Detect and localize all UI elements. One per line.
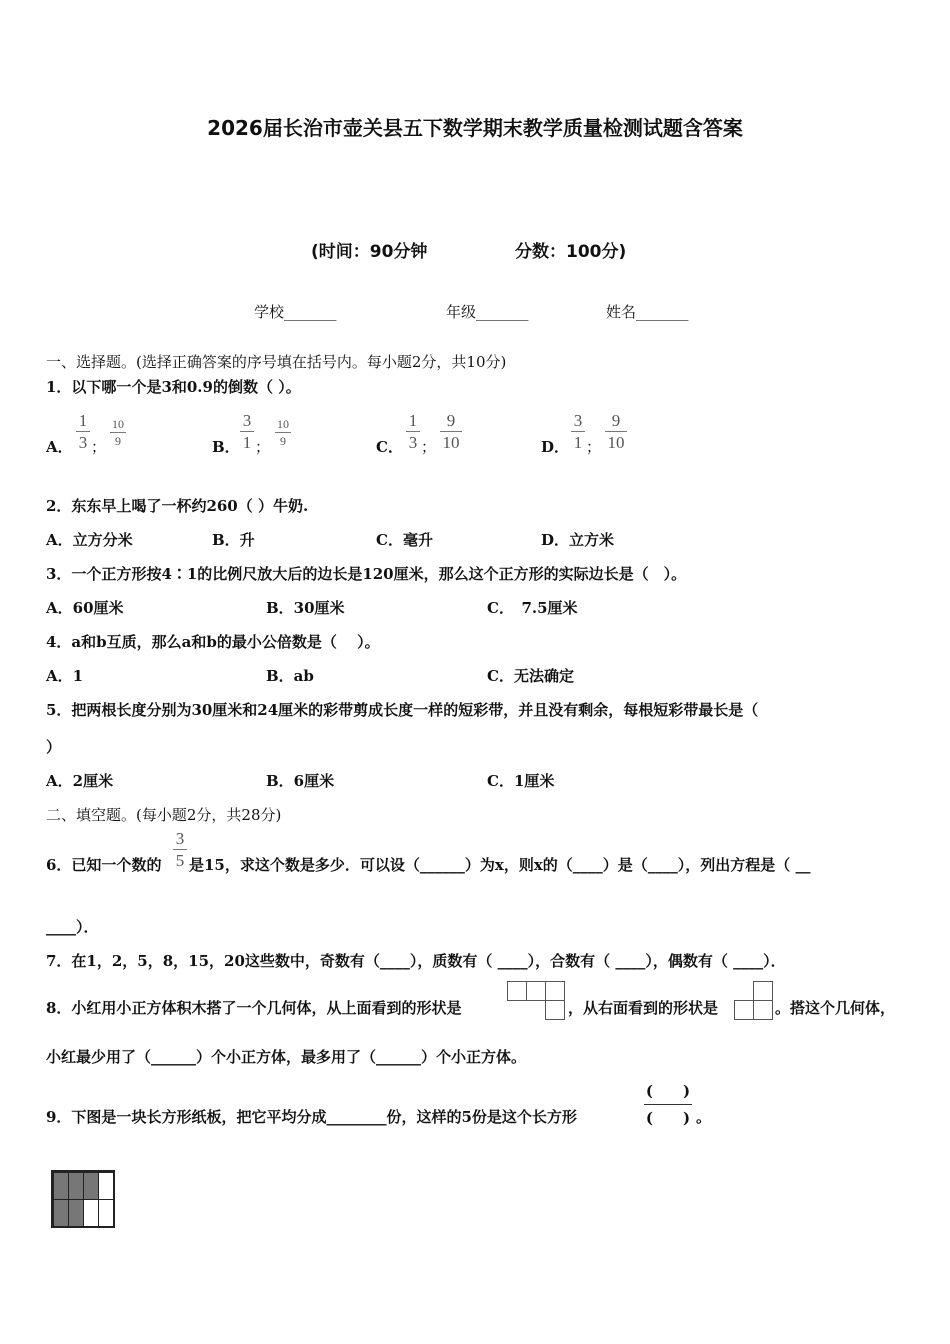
q4-option-b[interactable]: B．ab — [266, 667, 314, 685]
school-field[interactable]: 学校_______ — [254, 303, 337, 321]
q9-fraction-denominator: ( ) — [645, 1109, 691, 1127]
q1-option-a-fraction1: 1 3 — [76, 412, 90, 451]
q1-option-d-sep: ； — [586, 438, 602, 456]
q1-option-b-fraction1: 3 1 — [240, 412, 254, 451]
right-view-shape — [734, 981, 773, 1020]
q1-option-d-fraction2: 9 10 — [605, 412, 627, 451]
q3-option-b[interactable]: B．30厘米 — [266, 599, 345, 617]
q2-option-d[interactable]: D．立方米 — [541, 531, 615, 549]
q1-option-a-label[interactable]: A． — [46, 438, 73, 456]
name-field[interactable]: 姓名_______ — [606, 303, 689, 321]
q8-part3: 。搭这个几何体， — [775, 999, 896, 1017]
rectangle-figure — [51, 1170, 115, 1228]
q1-option-a-sep: ； — [91, 438, 107, 456]
q6-suffix: 是15，求这个数是多少．可以设（______）为x，则x的（____）是（____），列出方程是（ __ — [189, 856, 811, 874]
q4-option-c[interactable]: C．无法确定 — [487, 667, 574, 685]
q2-option-a[interactable]: A．立方分米 — [46, 531, 133, 549]
q2-option-c[interactable]: C．毫升 — [376, 531, 433, 549]
q3-option-c[interactable]: C． 7.5厘米 — [487, 599, 578, 617]
q4-text: 4．a和b互质，那么a和b的最小公倍数是（ ）。 — [46, 633, 380, 651]
q9-fraction-numerator: ( ) — [645, 1082, 691, 1100]
q1-option-d-fraction1: 3 1 — [571, 412, 585, 451]
q1-option-c-fraction1: 1 3 — [406, 412, 420, 451]
q8-line2: 小红最少用了（______）个小正方体，最多用了（______）个小正方体。 — [46, 1048, 527, 1066]
q2-option-b[interactable]: B．升 — [212, 531, 255, 549]
q1-option-c-sep: ； — [421, 438, 437, 456]
q1-option-c-fraction2: 9 10 — [440, 412, 462, 451]
exam-score: 分数：100分) — [515, 242, 627, 262]
q5-option-a[interactable]: A．2厘米 — [46, 772, 114, 790]
q2-text: 2．东东早上喝了一杯约260（ ）牛奶. — [46, 497, 309, 515]
top-view-shape — [507, 981, 565, 1020]
page-title: 2026届长治市壶关县五下数学期末教学质量检测试题含答案 — [207, 116, 743, 140]
q1-option-a-fraction2: 10 9 — [112, 417, 124, 448]
q1-option-c-label[interactable]: C． — [376, 438, 403, 456]
q5-text-end: ） — [46, 738, 62, 756]
q3-option-a[interactable]: A．60厘米 — [46, 599, 124, 617]
exam-time: (时间：90分钟 — [311, 242, 428, 262]
section1-header: 一、选择题。(选择正确答案的序号填在括号内。每小题2分，共10分) — [46, 353, 507, 371]
q9-text: 9．下图是一块长方形纸板，把它平均分成________份，这样的5份是这个长方形 — [46, 1108, 577, 1126]
q6-line2: ____）． — [46, 918, 99, 936]
q1-option-b-sep: ； — [255, 438, 271, 456]
q4-option-a[interactable]: A．1 — [46, 667, 84, 685]
q8-part1: 8．小红用小正方体积木搭了一个几何体，从上面看到的形状是 — [46, 999, 462, 1017]
grade-field[interactable]: 年级_______ — [446, 303, 529, 321]
q5-option-c[interactable]: C．1厘米 — [487, 772, 555, 790]
q9-end: 。 — [696, 1108, 712, 1126]
q5-option-b[interactable]: B．6厘米 — [266, 772, 335, 790]
q1-option-b-fraction2: 10 9 — [277, 417, 289, 448]
q8-part2: ，从右面看到的形状是 — [568, 999, 719, 1017]
q1-text: 1．以下哪一个是3和0.9的倒数（ ）。 — [46, 378, 301, 396]
q6-fraction: 3 5 — [173, 830, 187, 869]
q6-prefix: 6．已知一个数的 — [46, 856, 162, 874]
q3-text: 3．一个正方形按4∶1的比例尺放大后的边长是120厘米，那么这个正方形的实际边长是（ ）。 — [46, 565, 687, 583]
q9-fraction-bar — [644, 1104, 692, 1105]
q7-text: 7．在1，2，5，8，15，20这些数中，奇数有（____），质数有（ ____），合数有（ ____），偶数有（ ____）． — [46, 952, 786, 970]
q5-text: 5．把两根长度分别为30厘米和24厘米的彩带剪成长度一样的短彩带，并且没有剩余，每根短彩带最长是（ — [46, 701, 759, 719]
q1-option-d-label[interactable]: D． — [541, 438, 570, 456]
q1-option-b-label[interactable]: B． — [212, 438, 240, 456]
section2-header: 二、填空题。(每小题2分，共28分) — [46, 806, 282, 824]
